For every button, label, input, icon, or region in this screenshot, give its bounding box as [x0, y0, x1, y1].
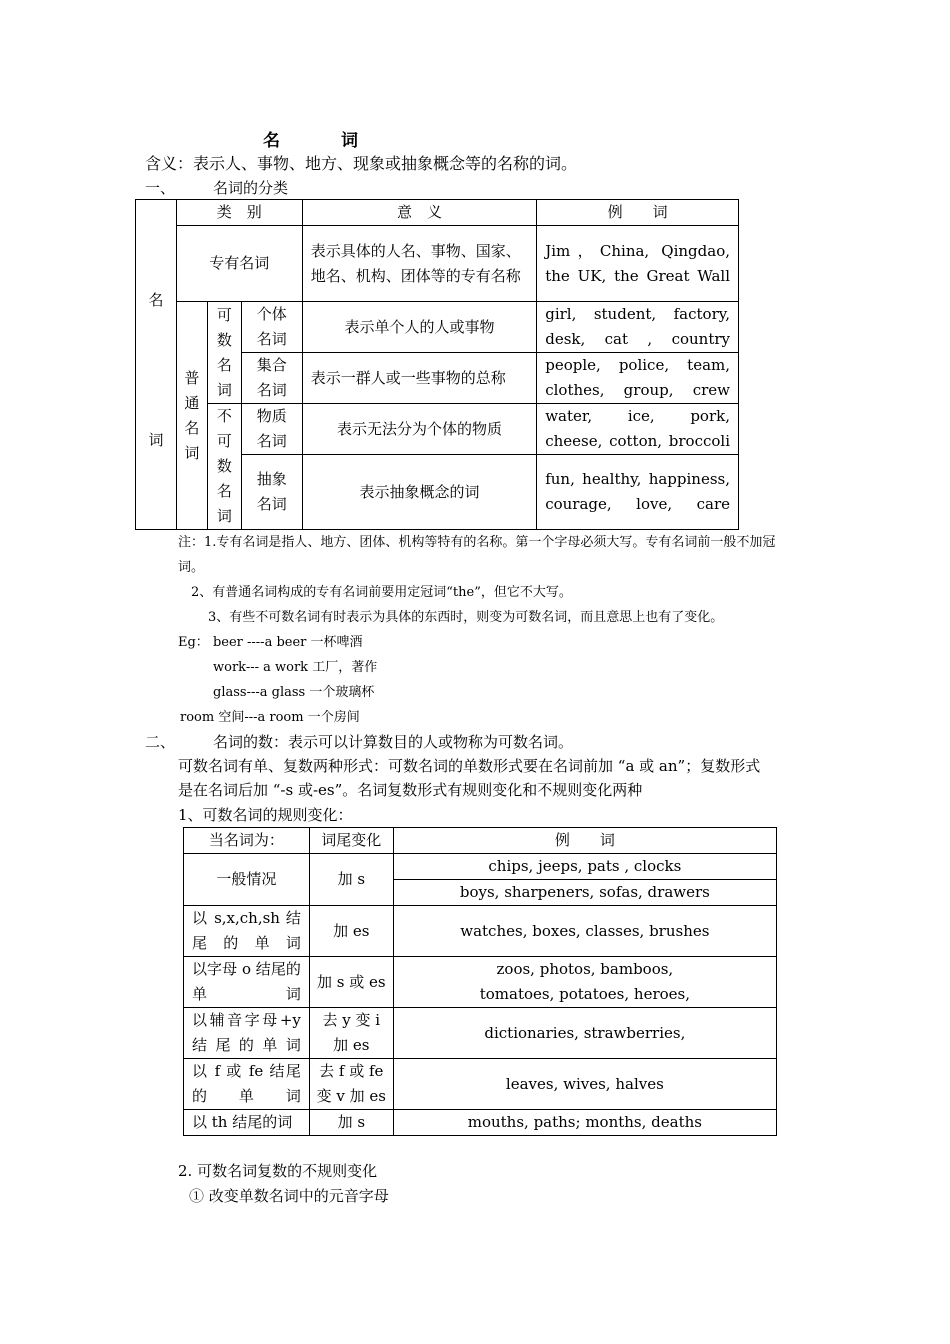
subsection-2-heading: 2. 可数名词复数的不规则变化 [178, 1162, 378, 1180]
examples-general-2: boys, sharpeners, sofas, drawers [393, 880, 776, 906]
change-general: 加 s [309, 854, 393, 906]
header-when: 当名词为： [184, 828, 310, 854]
irregular-item-1: ① 改变单数名词中的元音字母 [189, 1187, 389, 1205]
sub-type-abstract [241, 455, 302, 530]
header-examples: 例 词 [393, 828, 776, 854]
uncountable-char: 可 [216, 432, 232, 450]
uncountable-char: 数 [216, 457, 232, 475]
sub-type-line: 抽象 [256, 470, 287, 489]
change-consonant-y: 去 y 变 i 加 es [309, 1008, 393, 1059]
change-f-fe: 去 f 或 fe 变 v 加 es [309, 1059, 393, 1110]
section1-heading: 名词的分类 [213, 179, 289, 197]
common-char: 普 [184, 368, 200, 387]
meaning-abstract: 表示抽象概念的词 [302, 455, 537, 530]
meaning-individual: 表示单个人的人或事物 [302, 302, 537, 353]
rule-th: 以 th 结尾的词 [184, 1110, 310, 1136]
section1-number: 一、 [145, 179, 176, 197]
example-room: room 空间---a room 一个房间 [180, 710, 360, 725]
section2-paragraph-1: 可数名词有单、复数两种形式：可数名词的单数形式要在名词前加 “a 或 an”；复数形式 [178, 757, 761, 775]
change-o: 加 s 或 es [309, 957, 393, 1008]
sub-type-line: 名词 [256, 381, 287, 399]
sub-type-line: 名词 [256, 495, 287, 514]
countable-char: 名 [216, 355, 232, 374]
examples-abstract: fun, healthy, happiness, courage, love, care [537, 455, 739, 530]
examples-individual: girl, student, factory, desk, cat , country [537, 302, 739, 353]
countable-char: 数 [216, 330, 232, 349]
examples-consonant-y: dictionaries, strawberries, [393, 1008, 776, 1059]
common-char: 词 [184, 443, 200, 462]
rule-o: 以字母 o 结尾的单词 [184, 957, 310, 1008]
rule-consonant-y: 以辅音字母+y 结尾的单词 [184, 1008, 310, 1059]
examples-o-line: zoos, photos, bamboos, [496, 960, 674, 978]
section2-number: 二、 [145, 733, 176, 751]
header-change: 词尾变化 [309, 828, 393, 854]
change-sxchsh: 加 es [309, 906, 393, 957]
subsection-1-heading: 1、可数名词的规则变化： [178, 806, 353, 824]
proper-noun-meaning: 表示具体的人名、事物、国家、地名、机构、团体等的专有名称 [302, 226, 537, 302]
countable-char: 可 [216, 305, 232, 324]
sub-type-line: 名词 [256, 330, 287, 348]
note-1b: 词。 [178, 560, 205, 575]
sub-type-individual [241, 302, 302, 353]
sub-type-line: 个体 [256, 305, 287, 323]
section2-paragraph-2: 是在名词后加 “-s 或-es”。名词复数形式有规则变化和不规则变化两种 [178, 781, 643, 799]
side-label-bottom: 词 [148, 431, 164, 449]
rule-general: 一般情况 [184, 854, 310, 906]
proper-noun-label: 专有名词 [176, 226, 302, 302]
example-glass: glass---a glass 一个玻璃杯 [213, 685, 375, 700]
noun-classification-table [135, 199, 739, 530]
uncountable-char: 词 [216, 507, 232, 525]
section2-heading: 名词的数：表示可以计算数目的人或物称为可数名词。 [213, 733, 574, 751]
sub-type-collective [241, 353, 302, 404]
sub-type-material [241, 404, 302, 455]
common-char: 通 [184, 393, 200, 412]
examples-general-1: chips, jeeps, pats , clocks [393, 854, 776, 880]
common-char: 名 [184, 418, 200, 437]
uncountable-label [207, 404, 241, 530]
examples-o-line: tomatoes, potatoes, heroes, [479, 985, 690, 1003]
countable-label [207, 302, 241, 404]
common-noun-label [176, 302, 207, 530]
change-th: 加 s [309, 1110, 393, 1136]
page-title: 名 词 [263, 131, 380, 151]
header-category: 类 别 [176, 200, 302, 226]
side-label [136, 200, 177, 530]
proper-noun-examples: Jim，China, Qingdao, the UK, the Great Wall [537, 226, 739, 302]
examples-o [393, 957, 776, 1008]
sub-type-line: 名词 [256, 432, 287, 451]
side-label-top: 名 [148, 291, 164, 309]
sub-type-line: 物质 [256, 407, 287, 426]
meaning-material: 表示无法分为个体的物质 [302, 404, 537, 455]
uncountable-char: 不 [216, 407, 232, 425]
example-beer: Eg： beer ----a beer 一杯啤酒 [178, 635, 363, 650]
examples-f-fe: leaves, wives, halves [393, 1059, 776, 1110]
note-1a: 注：1.专有名词是指人、地方、团体、机构等特有的名称。第一个字母必须大写。专有名词前一般不加冠 [178, 535, 776, 550]
plural-rules-table [183, 827, 777, 1136]
header-meaning: 意 义 [302, 200, 537, 226]
note-3: 3、有些不可数名词有时表示为具体的东西时，则变为可数名词，而且意思上也有了变化。 [208, 610, 724, 625]
note-2: 2、有普通名词构成的专有名词前要用定冠词“the”，但它不大写。 [191, 585, 572, 600]
uncountable-char: 名 [216, 482, 232, 500]
sub-type-line: 集合 [256, 356, 287, 374]
header-examples: 例 词 [537, 200, 739, 226]
examples-material: water, ice, pork, cheese, cotton, broccoli [537, 404, 739, 455]
rule-f-fe: 以 f 或 fe 结尾的单词 [184, 1059, 310, 1110]
examples-collective: people, police, team, clothes, group, crew [537, 353, 739, 404]
rule-sxchsh: 以 s,x,ch,sh 结尾的单词 [184, 906, 310, 957]
examples-th: mouths, paths; months, deaths [393, 1110, 776, 1136]
countable-char: 词 [216, 380, 232, 399]
definition: 含义：表示人、事物、地方、现象或抽象概念等的名称的词。 [145, 154, 578, 173]
meaning-collective: 表示一群人或一些事物的总称 [302, 353, 537, 404]
example-work: work--- a work 工厂，著作 [213, 660, 378, 675]
examples-sxchsh: watches, boxes, classes, brushes [393, 906, 776, 957]
